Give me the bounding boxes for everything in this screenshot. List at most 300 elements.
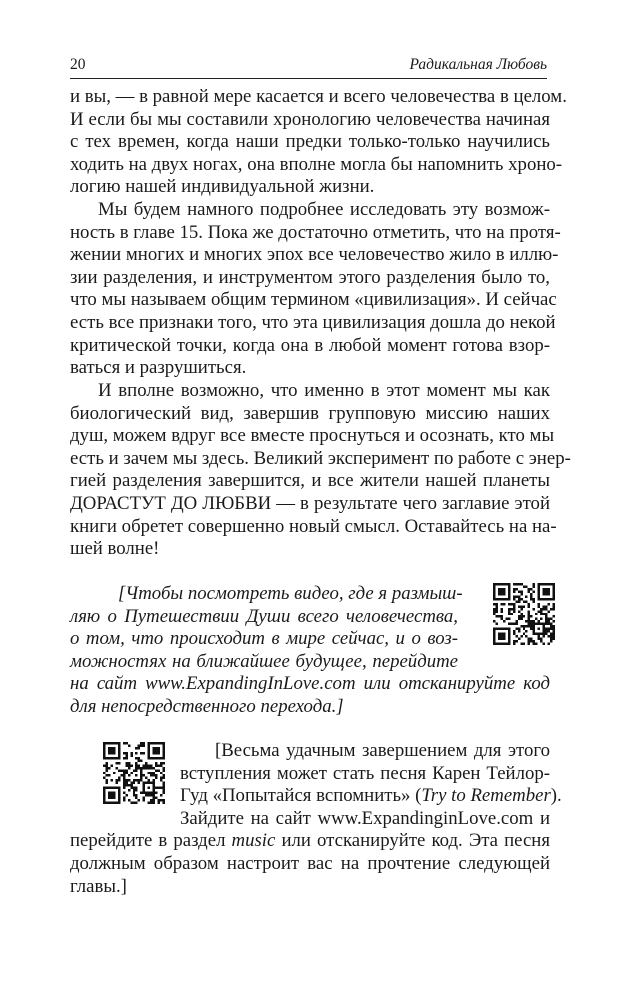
qr-module (540, 633, 542, 635)
qr-module (543, 630, 545, 632)
qr-module (503, 598, 505, 600)
qr-module (493, 630, 495, 632)
qr-module (508, 635, 510, 637)
qr-module (500, 590, 502, 592)
song-title: Try to Remember (421, 785, 551, 807)
qr-module (500, 583, 502, 585)
qr-module (493, 588, 495, 590)
qr-module (505, 628, 507, 630)
qr-module (543, 590, 545, 592)
qr-module (533, 600, 535, 602)
qr-module (533, 585, 535, 587)
text-line (70, 830, 550, 853)
qr-module (503, 628, 505, 630)
qr-module (533, 590, 535, 592)
qr-module (530, 623, 532, 625)
qr-module (545, 590, 547, 592)
qr-module (540, 583, 542, 585)
qr-module (495, 615, 497, 617)
text-fragment: ). (550, 785, 562, 807)
text-line (180, 785, 562, 808)
qr-module (493, 643, 495, 645)
text-fragment: перейдите в раздел (70, 830, 232, 852)
qr-module (500, 618, 502, 620)
qr-module (493, 610, 495, 612)
qr-module (505, 618, 507, 620)
qr-module (498, 615, 500, 617)
qr-module (513, 605, 515, 607)
qr-module (545, 588, 547, 590)
qr-module (538, 598, 540, 600)
qr-module (520, 590, 522, 592)
qr-module (538, 638, 540, 640)
qr-module (513, 583, 515, 585)
qr-module (518, 598, 520, 600)
qr-module (508, 643, 510, 645)
text-line: главы.] (70, 875, 127, 897)
qr-module (530, 638, 532, 640)
qr-module (550, 638, 552, 640)
qr-module (513, 640, 515, 642)
qr-module (543, 605, 545, 607)
qr-module (538, 588, 540, 590)
qr-module (505, 598, 507, 600)
qr-module (540, 623, 542, 625)
qr-module (530, 628, 532, 630)
paragraph-1 (70, 86, 567, 199)
qr-module (553, 630, 555, 632)
qr-module (553, 603, 555, 605)
qr-module (515, 600, 517, 602)
qr-module (523, 633, 525, 635)
qr-module (495, 623, 497, 625)
qr-module (523, 643, 525, 645)
qr-module (508, 585, 510, 587)
qr-module (528, 640, 530, 642)
qr-module (503, 590, 505, 592)
qr-module (498, 590, 500, 592)
qr-module (543, 643, 545, 645)
qr-module (545, 583, 547, 585)
qr-module (525, 635, 527, 637)
qr-module (538, 585, 540, 587)
qr-module (500, 610, 502, 612)
qr-module (543, 613, 545, 615)
qr-module (508, 590, 510, 592)
qr-module (525, 595, 527, 597)
qr-module (508, 583, 510, 585)
qr-module (533, 640, 535, 642)
qr-module (530, 595, 532, 597)
qr-module (538, 583, 540, 585)
qr-module (500, 615, 502, 617)
qr-module (508, 630, 510, 632)
qr-module (538, 620, 540, 622)
qr-module (493, 633, 495, 635)
qr-module (528, 638, 530, 640)
qr-module (548, 590, 550, 592)
qr-module (493, 595, 495, 597)
qr-module (518, 615, 520, 617)
qr-module (530, 615, 532, 617)
text-line: есть и зачем мы здесь. Великий эксперимент по работе с энер- (70, 447, 571, 469)
qr-module (520, 618, 522, 620)
qr-module (523, 605, 525, 607)
text-line: И если бы мы составили хронологию человечества начиная (70, 108, 550, 130)
text-line: ходить на двух ногах, она вполне могла бы напомнить хроно- (70, 153, 563, 175)
text-line: критической точки, когда она в любой момент готова взор- (70, 334, 550, 356)
qr-module (545, 598, 547, 600)
qr-module (495, 643, 497, 645)
qr-module (543, 588, 545, 590)
qr-module (493, 583, 495, 585)
qr-module (553, 605, 555, 607)
qr-module (543, 583, 545, 585)
qr-module (503, 633, 505, 635)
qr-module (548, 598, 550, 600)
qr-module (500, 588, 502, 590)
qr-module (520, 613, 522, 615)
text-line: ляю о Путешествии Души всего человечества, (70, 605, 458, 627)
qr-module (553, 625, 555, 627)
text-line: душ, можем вдруг все вместе проснуться и осознать, кто мы (70, 425, 555, 447)
qr-module (513, 588, 515, 590)
qr-module (518, 630, 520, 632)
qr-module (545, 630, 547, 632)
qr-module (520, 643, 522, 645)
text-line: можностях на ближайшее будущее, перейдите (70, 650, 458, 672)
qr-module (495, 610, 497, 612)
qr-module (518, 600, 520, 602)
qr-module (528, 620, 530, 622)
qr-module (535, 633, 537, 635)
qr-module (538, 628, 540, 630)
qr-module (500, 643, 502, 645)
text-line: [Чтобы посмотреть видео, где я размыш- (118, 583, 463, 604)
qr-module (553, 593, 555, 595)
qr-module (493, 635, 495, 637)
qr-module (533, 608, 535, 610)
qr-module (553, 608, 555, 610)
qr-module (533, 598, 535, 600)
qr-module (553, 620, 555, 622)
qr-module (508, 628, 510, 630)
qr-module (553, 590, 555, 592)
qr-module (493, 593, 495, 595)
text-line: есть все признаки того, что эта цивилизация дошла до некой (70, 311, 556, 333)
qr-module (493, 585, 495, 587)
qr-module (493, 628, 495, 630)
text-line: для непосредственного перехода.] (70, 695, 344, 717)
qr-module (550, 628, 552, 630)
paragraph-3 (70, 380, 571, 561)
qr-module (545, 623, 547, 625)
qr-module (498, 633, 500, 635)
video-note (70, 583, 550, 719)
qr-module (523, 585, 525, 587)
qr-module (525, 625, 527, 627)
qr-module (508, 608, 510, 610)
qr-module (538, 590, 540, 592)
qr-module (533, 583, 535, 585)
qr-module (530, 598, 532, 600)
qr-module (548, 623, 550, 625)
qr-module (518, 583, 520, 585)
text-line: должным образом настроит вас на прочтение следующей (70, 852, 550, 874)
qr-module (540, 618, 542, 620)
qr-module (503, 643, 505, 645)
qr-module (540, 598, 542, 600)
qr-module (495, 628, 497, 630)
qr-module (545, 618, 547, 620)
qr-module (515, 583, 517, 585)
qr-module (525, 620, 527, 622)
qr-module (508, 610, 510, 612)
qr-module (495, 605, 497, 607)
qr-module (528, 625, 530, 627)
qr-module (503, 588, 505, 590)
qr-module (548, 588, 550, 590)
qr-module (533, 643, 535, 645)
qr-module (498, 598, 500, 600)
text-line: ДОРАСТУТ ДО ЛЮБВИ — в результате чего заглавие этой (70, 492, 550, 514)
text-line: шей волне! (70, 538, 160, 560)
qr-module (510, 603, 512, 605)
qr-module (545, 605, 547, 607)
qr-module (498, 588, 500, 590)
qr-module (548, 583, 550, 585)
text-line: ность в главе 15. Пока же достаточно отметить, что на протя- (70, 221, 561, 243)
qr-module (525, 600, 527, 602)
qr-module (525, 630, 527, 632)
qr-module (530, 588, 532, 590)
qr-module (518, 595, 520, 597)
qr-module (513, 598, 515, 600)
qr-module (535, 618, 537, 620)
qr-module (550, 598, 552, 600)
song-note (70, 740, 562, 898)
qr-module (508, 638, 510, 640)
qr-module (508, 588, 510, 590)
qr-module (508, 640, 510, 642)
qr-module (500, 633, 502, 635)
qr-module (513, 610, 515, 612)
qr-module (493, 620, 495, 622)
qr-module (523, 625, 525, 627)
qr-module (543, 635, 545, 637)
qr-module (508, 613, 510, 615)
qr-module (508, 598, 510, 600)
qr-module (500, 608, 502, 610)
qr-module (553, 585, 555, 587)
qr-module (543, 608, 545, 610)
qr-module (538, 603, 540, 605)
qr-module (533, 630, 535, 632)
qr-module (533, 628, 535, 630)
qr-module (500, 593, 502, 595)
qr-module (528, 605, 530, 607)
qr-module (508, 633, 510, 635)
qr-module (540, 608, 542, 610)
qr-module (538, 610, 540, 612)
qr-module (550, 625, 552, 627)
text-fragment: Гуд «Попытайся вспомнить» ( (180, 785, 422, 807)
qr-module (520, 625, 522, 627)
qr-module (530, 625, 532, 627)
qr-module (493, 613, 495, 615)
qr-module (530, 593, 532, 595)
qr-module (543, 625, 545, 627)
text-line: ваться и разрушиться. (70, 357, 247, 379)
qr-module (508, 618, 510, 620)
qr-module (520, 593, 522, 595)
qr-module (553, 628, 555, 630)
qr-module (528, 613, 530, 615)
text-line: Мы будем намного подробнее исследовать эту возмож- (98, 199, 550, 220)
qr-module (493, 598, 495, 600)
qr-module (545, 615, 547, 617)
qr-module (548, 603, 550, 605)
qr-module (513, 608, 515, 610)
qr-module (498, 643, 500, 645)
qr-module (538, 633, 540, 635)
qr-module (513, 643, 515, 645)
qr-module (498, 635, 500, 637)
qr-module (500, 638, 502, 640)
qr-module (533, 633, 535, 635)
qr-module (523, 628, 525, 630)
qr-module (495, 598, 497, 600)
qr-module (515, 588, 517, 590)
qr-module (540, 613, 542, 615)
qr-module (545, 613, 547, 615)
qr-module (520, 583, 522, 585)
paragraph-2 (70, 199, 561, 380)
qr-module (525, 585, 527, 587)
qr-module (553, 633, 555, 635)
qr-module (518, 610, 520, 612)
qr-module (535, 643, 537, 645)
qr-module (495, 583, 497, 585)
qr-module (498, 628, 500, 630)
music-section: music (231, 830, 276, 852)
qr-module (535, 623, 537, 625)
qr-code-video[interactable] (493, 583, 555, 645)
qr-module (523, 600, 525, 602)
qr-module (553, 583, 555, 585)
qr-module (548, 643, 550, 645)
running-header (70, 52, 547, 79)
qr-module (500, 598, 502, 600)
qr-module (528, 618, 530, 620)
page-number: 20 (70, 56, 86, 73)
qr-module (523, 615, 525, 617)
qr-module (530, 640, 532, 642)
qr-module (545, 593, 547, 595)
qr-module (515, 595, 517, 597)
qr-module (508, 595, 510, 597)
qr-module (538, 635, 540, 637)
qr-module (543, 598, 545, 600)
qr-module (513, 630, 515, 632)
text-line: И вполне возможно, что именно в этот момент мы как (98, 380, 550, 401)
qr-module (513, 595, 515, 597)
qr-module (500, 635, 502, 637)
qr-module (513, 623, 515, 625)
qr-module (550, 623, 552, 625)
qr-module (518, 618, 520, 620)
qr-module (540, 610, 542, 612)
qr-module (515, 635, 517, 637)
qr-module (528, 623, 530, 625)
qr-module (538, 595, 540, 597)
qr-module (495, 603, 497, 605)
qr-module (528, 588, 530, 590)
qr-module (510, 608, 512, 610)
qr-module (548, 628, 550, 630)
qr-module (503, 620, 505, 622)
qr-module (533, 625, 535, 627)
qr-module (545, 628, 547, 630)
qr-module (548, 635, 550, 637)
qr-module (505, 583, 507, 585)
qr-module (533, 623, 535, 625)
qr-module (518, 605, 520, 607)
qr-module (515, 623, 517, 625)
text-line: биологический вид, завершив групповую миссию наших (70, 402, 550, 424)
text-line: [Весьма удачным завершением для этого (215, 740, 550, 761)
qr-module (493, 640, 495, 642)
qr-module (503, 603, 505, 605)
qr-module (520, 615, 522, 617)
qr-module (553, 588, 555, 590)
qr-module (550, 583, 552, 585)
qr-module (550, 640, 552, 642)
qr-module (505, 643, 507, 645)
qr-module (550, 635, 552, 637)
qr-module (510, 623, 512, 625)
qr-module (543, 593, 545, 595)
qr-module (538, 623, 540, 625)
qr-module (528, 610, 530, 612)
text-line: вступления может стать песня Карен Тейлор- (180, 762, 550, 784)
qr-module (518, 628, 520, 630)
qr-module (538, 605, 540, 607)
text-line: Зайдите на сайт www.ExpandinginLove.com и (180, 807, 550, 829)
qr-module (498, 593, 500, 595)
qr-module (550, 608, 552, 610)
qr-module (503, 583, 505, 585)
qr-module (493, 603, 495, 605)
qr-module (543, 623, 545, 625)
qr-module (503, 635, 505, 637)
text-fragment: или отсканируйте код. Эта песня (275, 830, 550, 852)
text-line: с тех времен, когда наши предки только-только научились (70, 131, 550, 153)
qr-module (495, 608, 497, 610)
qr-module (498, 583, 500, 585)
qr-module (520, 598, 522, 600)
qr-module (545, 633, 547, 635)
qr-module (535, 613, 537, 615)
qr-module (500, 628, 502, 630)
qr-module (508, 593, 510, 595)
qr-module (548, 593, 550, 595)
qr-module (498, 638, 500, 640)
qr-module (543, 633, 545, 635)
qr-module (545, 620, 547, 622)
qr-module (500, 603, 502, 605)
qr-module (493, 590, 495, 592)
